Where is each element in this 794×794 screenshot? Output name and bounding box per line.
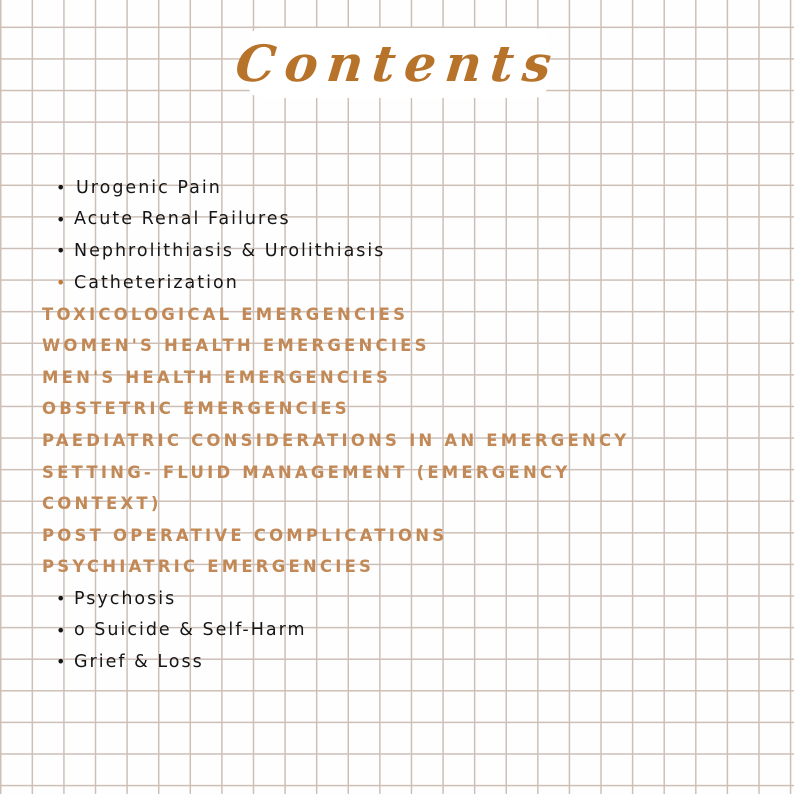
bullet-icon: •	[56, 241, 66, 261]
section-heading	[42, 330, 742, 362]
bullet-icon: •	[56, 273, 66, 293]
bullet-icon: •	[56, 178, 66, 198]
section-heading-text: MEN'S HEALTH EMERGENCIES	[42, 367, 392, 387]
section-heading	[42, 551, 742, 583]
list-item	[42, 614, 742, 646]
list-item-text: Urogenic Pain	[76, 177, 222, 198]
section-heading-text: WOMEN'S HEALTH EMERGENCIES	[42, 336, 430, 356]
title-banner	[232, 28, 564, 98]
section-heading-text: PSYCHIATRIC EMERGENCIES	[42, 557, 375, 577]
section-heading	[42, 298, 742, 330]
section-heading-text: CONTEXT)	[42, 494, 162, 514]
section-heading	[42, 362, 742, 394]
section-heading-text: OBSTETRIC EMERGENCIES	[42, 399, 350, 419]
section-heading	[42, 456, 742, 488]
section-heading	[42, 488, 742, 520]
list-item	[42, 646, 742, 678]
section-heading	[42, 520, 742, 552]
page-title: Contents	[232, 33, 564, 93]
list-item-text: Catheterization	[74, 272, 239, 293]
list-item	[42, 583, 742, 615]
list-item	[42, 204, 742, 236]
section-heading-text: POST OPERATIVE COMPLICATIONS	[42, 525, 448, 545]
list-item-text: o Suicide & Self-Harm	[74, 620, 307, 641]
list-item-text: Nephrolithiasis & Urolithiasis	[74, 240, 386, 261]
bullet-icon: •	[56, 589, 66, 609]
list-item	[42, 235, 742, 267]
section-heading-text: TOXICOLOGICAL EMERGENCIES	[42, 304, 409, 324]
section-heading	[42, 425, 742, 457]
list-item	[42, 267, 742, 299]
bullet-icon: •	[56, 652, 66, 672]
list-item-text: Psychosis	[74, 588, 177, 609]
list-item-text: Grief & Loss	[74, 651, 204, 672]
list-item	[42, 172, 742, 204]
bullet-icon: •	[56, 620, 66, 640]
contents-list	[42, 172, 742, 678]
section-heading-text: SETTING- FLUID MANAGEMENT (EMERGENCY	[42, 462, 571, 482]
list-item-text: Acute Renal Failures	[74, 209, 291, 230]
section-heading	[42, 393, 742, 425]
bullet-icon: •	[56, 209, 66, 229]
section-heading-text: PAEDIATRIC CONSIDERATIONS IN AN EMERGENCY	[42, 431, 630, 451]
